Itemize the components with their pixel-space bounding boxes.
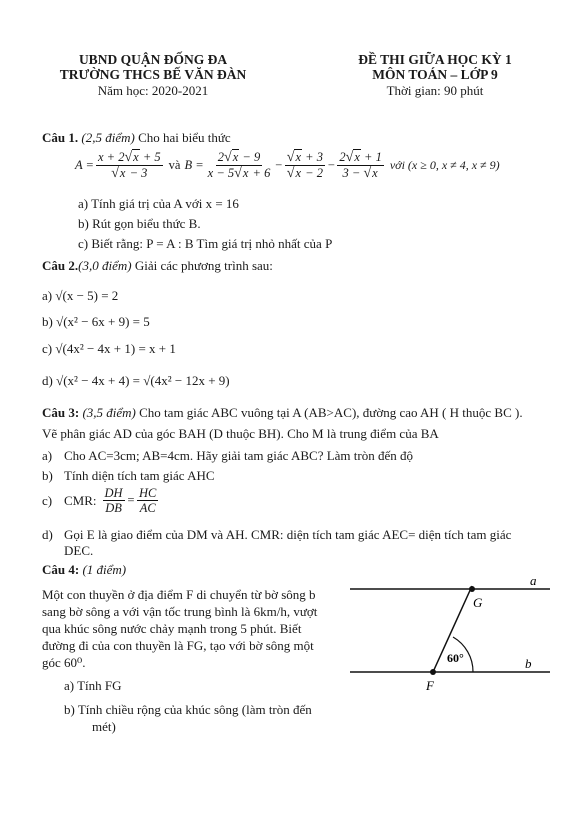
- q4-points: (1 điểm): [82, 562, 127, 577]
- label-a: a: [530, 575, 537, 588]
- q2-part-c: c) √(4x² − 4x + 1) = x + 1: [42, 341, 176, 356]
- exam-title: ĐỀ THI GIỮA HỌC KỲ 1: [358, 52, 512, 67]
- q3-part-c: c) CMR: $\frac{DH}{DB}$ = $\frac{HC}{AC}$: [42, 486, 157, 515]
- q3-heading: [42, 405, 523, 421]
- q1-formula-row: A = $\frac{x + 2√x + 5}{√x - 3}$ và B = $\frac{2√x - 9}{x - 5√x + 6}$ − $\frac{√x + 3}{√x - 2}$ − $\frac{2√x + 1}{3 - √x}$ với (x ≥ 0, x ≠ 4, x ≠ 9): [75, 150, 500, 181]
- q3-part-c-prefix: CMR:: [64, 492, 97, 508]
- q3-part-d: d) Gọi E là giao điểm của DM và AH. CMR: diện tích tam giác AEC= diện tích tam giác: [42, 527, 512, 542]
- exam-subject: MÔN TOÁN – LỚP 9: [372, 67, 498, 82]
- q3-intro2: Vẽ phân giác AD của góc BAH (D thuộc BH). Cho M là trung điểm của BA: [42, 426, 439, 441]
- point-g: [469, 586, 475, 592]
- q1-heading: [42, 130, 231, 146]
- q4-part-a: a) Tính FG: [64, 678, 122, 693]
- label-b: b: [525, 656, 532, 671]
- q4-heading: [42, 562, 126, 578]
- q4-text-line1: Một con thuyền ở địa điểm F di chuyển từ bờ sông b: [42, 587, 316, 602]
- school-district: UBND QUẬN ĐỐNG ĐA: [78, 52, 228, 67]
- q2-points: (3,0 điểm): [78, 258, 132, 273]
- q4-text-line4: đường đi của con thuyền là FG, tạo với bờ sông một: [42, 638, 314, 653]
- school-name: TRƯỜNG THCS BẾ VĂN ĐÀN: [59, 67, 247, 82]
- q3-part-a-text: Cho AC=3cm; AB=4cm. Hãy giải tam giác ABC? Làm tròn đến độ: [64, 448, 414, 463]
- exam-duration: Thời gian: 90 phút: [386, 83, 484, 98]
- q3-part-b: b) Tính diện tích tam giác AHC: [42, 468, 215, 483]
- q1-part-b: b) Rút gọn biểu thức B.: [78, 216, 201, 231]
- label-g: G: [473, 595, 483, 610]
- q1-part-c: c) Biết rằng: P = A : B Tìm giá trị nhỏ nhất của P: [78, 236, 333, 251]
- school-year: Năm học: 2020-2021: [97, 83, 209, 98]
- point-f: [430, 669, 436, 675]
- q3-part-d-line1: Gọi E là giao điểm của DM và AH. CMR: diện tích tam giác AEC= diện tích tam giác: [64, 527, 512, 542]
- q4-label: Câu 4:: [42, 562, 80, 577]
- q2-intro: Giải các phương trình sau:: [134, 258, 273, 273]
- q2-heading: [42, 258, 273, 274]
- q4-text-line5: góc 60⁰.: [42, 655, 86, 670]
- q2-part-b: b) √(x² − 6x + 9) = 5: [42, 314, 150, 329]
- q3-points: (3,5 điểm): [82, 405, 136, 420]
- q4-text-line2: sang bờ sông a với vận tốc trung bình là 6km/h, vượt: [42, 604, 318, 619]
- q3-part-b-text: Tính diện tích tam giác AHC: [64, 468, 215, 483]
- river-figure: [350, 575, 550, 695]
- label-f: F: [426, 678, 434, 693]
- q4-text-line3: qua khúc sông nước chảy mạnh trong 5 phút. Biết: [42, 621, 302, 636]
- q3-intro1: Cho tam giác ABC vuông tại A (AB>AC), đường cao AH ( H thuộc BC ).: [139, 405, 523, 420]
- q4-part-b-line1: b) Tính chiều rộng của khúc sông (làm tròn đến: [64, 702, 312, 717]
- q1-label: Câu 1.: [42, 130, 79, 145]
- q1-part-a: a) Tính giá trị của A với x = 16: [78, 196, 239, 211]
- q3-part-a: a) Cho AC=3cm; AB=4cm. Hãy giải tam giác ABC? Làm tròn đến độ: [42, 448, 414, 463]
- q1-points: (2,5 điểm): [81, 130, 135, 145]
- q2-part-a: a) √(x − 5) = 2: [42, 288, 119, 303]
- q2-label: Câu 2.: [42, 258, 79, 273]
- q4-part-b-line2: mét): [92, 719, 116, 734]
- formula-conj: và: [168, 158, 181, 172]
- q2-part-d: d) √(x² − 4x + 4) = √(4x² − 12x + 9): [42, 373, 230, 388]
- formula-condition: với (x ≥ 0, x ≠ 4, x ≠ 9): [389, 158, 500, 172]
- q1-intro: Cho hai biểu thức: [138, 130, 231, 145]
- q3-label: Câu 3:: [42, 405, 80, 420]
- q3-part-d-line2: DEC.: [64, 543, 94, 558]
- angle-label: 60°: [447, 651, 464, 665]
